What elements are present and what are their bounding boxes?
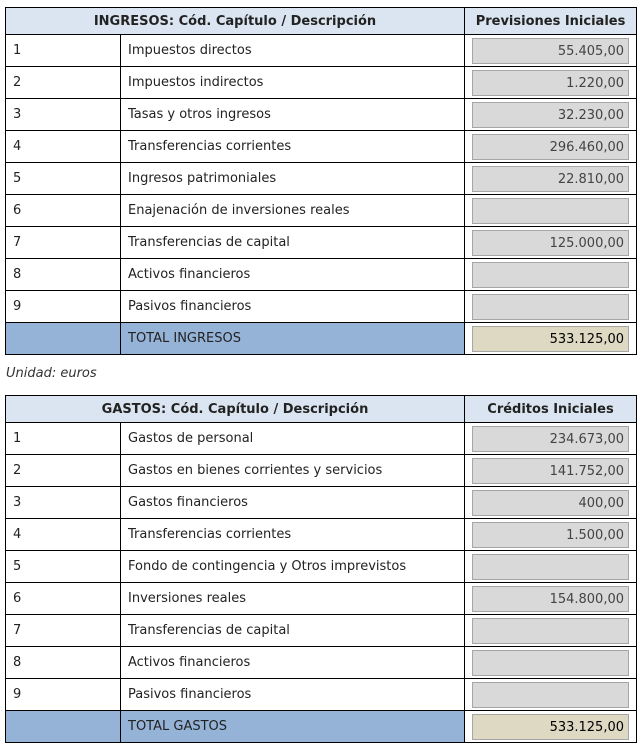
unidad-note: Unidad: euros	[6, 366, 97, 381]
table-row	[6, 131, 637, 163]
value-cell	[465, 131, 637, 163]
ingresos-header-description: INGRESOS: Cód. Capítulo / Descripción	[6, 8, 465, 35]
table-row	[6, 35, 637, 67]
total-row	[6, 323, 637, 355]
gastos-header-row	[6, 396, 637, 423]
chapter-description: Fondo de contingencia y Otros imprevistos	[121, 551, 465, 583]
total-code-cell	[6, 711, 121, 743]
table-row	[6, 195, 637, 227]
table-row	[6, 423, 637, 455]
value-field	[472, 554, 629, 580]
chapter-description: Enajenación de inversiones reales	[121, 195, 465, 227]
value-cell	[465, 487, 637, 519]
chapter-description: Impuestos indirectos	[121, 67, 465, 99]
chapter-description: Ingresos patrimoniales	[121, 163, 465, 195]
chapter-code: 5	[6, 163, 121, 195]
value-field	[472, 618, 629, 644]
value-field	[472, 650, 629, 676]
value-cell	[465, 67, 637, 99]
value-cell	[465, 647, 637, 679]
table-row	[6, 99, 637, 131]
table-row	[6, 455, 637, 487]
gastos-header-description: GASTOS: Cód. Capítulo / Descripción	[6, 396, 465, 423]
value-field	[472, 682, 629, 708]
table-row	[6, 163, 637, 195]
table-row	[6, 551, 637, 583]
chapter-description: Transferencias corrientes	[121, 131, 465, 163]
total-value-cell	[465, 323, 637, 355]
value-cell	[465, 99, 637, 131]
value-field: 400,00	[472, 490, 629, 516]
chapter-code: 2	[6, 67, 121, 99]
value-cell	[465, 35, 637, 67]
ingresos-header-previsiones: Previsiones Iniciales	[465, 8, 637, 35]
chapter-code: 7	[6, 227, 121, 259]
chapter-code: 1	[6, 35, 121, 67]
value-field: 154.800,00	[472, 586, 629, 612]
total-row	[6, 711, 637, 743]
total-label: TOTAL GASTOS	[121, 711, 465, 743]
chapter-description: Gastos en bienes corrientes y servicios	[121, 455, 465, 487]
value-field: 32.230,00	[472, 102, 629, 128]
value-field: 125.000,00	[472, 230, 629, 256]
chapter-code: 9	[6, 291, 121, 323]
value-field: 234.673,00	[472, 426, 629, 452]
value-field: 1.220,00	[472, 70, 629, 96]
value-field: 141.752,00	[472, 458, 629, 484]
chapter-description: Activos financieros	[121, 259, 465, 291]
value-cell	[465, 291, 637, 323]
ingresos-body	[6, 35, 637, 355]
value-cell	[465, 615, 637, 647]
chapter-description: Transferencias de capital	[121, 227, 465, 259]
value-cell	[465, 423, 637, 455]
chapter-code: 2	[6, 455, 121, 487]
table-row	[6, 583, 637, 615]
table-row	[6, 227, 637, 259]
chapter-code: 8	[6, 647, 121, 679]
total-value-cell	[465, 711, 637, 743]
chapter-code: 1	[6, 423, 121, 455]
table-row	[6, 647, 637, 679]
table-row	[6, 487, 637, 519]
total-value: 533.125,00	[472, 326, 629, 352]
value-field	[472, 294, 629, 320]
value-field: 22.810,00	[472, 166, 629, 192]
chapter-description: Inversiones reales	[121, 583, 465, 615]
chapter-description: Gastos financieros	[121, 487, 465, 519]
chapter-code: 9	[6, 679, 121, 711]
value-cell	[465, 551, 637, 583]
value-cell	[465, 679, 637, 711]
chapter-description: Pasivos financieros	[121, 679, 465, 711]
value-field	[472, 198, 629, 224]
value-cell	[465, 163, 637, 195]
value-field: 55.405,00	[472, 38, 629, 64]
ingresos-header-row	[6, 8, 637, 35]
chapter-description: Gastos de personal	[121, 423, 465, 455]
chapter-code: 3	[6, 487, 121, 519]
value-cell	[465, 227, 637, 259]
chapter-code: 6	[6, 583, 121, 615]
chapter-code: 4	[6, 131, 121, 163]
value-cell	[465, 583, 637, 615]
total-value: 533.125,00	[472, 714, 629, 740]
table-row	[6, 615, 637, 647]
chapter-description: Transferencias de capital	[121, 615, 465, 647]
chapter-description: Transferencias corrientes	[121, 519, 465, 551]
chapter-code: 6	[6, 195, 121, 227]
total-label: TOTAL INGRESOS	[121, 323, 465, 355]
gastos-header-creditos: Créditos Iniciales	[465, 396, 637, 423]
table-row	[6, 291, 637, 323]
chapter-code: 4	[6, 519, 121, 551]
value-cell	[465, 455, 637, 487]
value-cell	[465, 259, 637, 291]
value-field: 1.500,00	[472, 522, 629, 548]
gastos-body	[6, 423, 637, 743]
chapter-code: 7	[6, 615, 121, 647]
table-row	[6, 67, 637, 99]
table-row	[6, 519, 637, 551]
total-code-cell	[6, 323, 121, 355]
chapter-description: Tasas y otros ingresos	[121, 99, 465, 131]
table-row	[6, 679, 637, 711]
chapter-code: 5	[6, 551, 121, 583]
chapter-code: 8	[6, 259, 121, 291]
chapter-description: Activos financieros	[121, 647, 465, 679]
ingresos-table	[5, 7, 637, 355]
table-row	[6, 259, 637, 291]
value-cell	[465, 195, 637, 227]
value-field: 296.460,00	[472, 134, 629, 160]
value-field	[472, 262, 629, 288]
chapter-description: Impuestos directos	[121, 35, 465, 67]
chapter-code: 3	[6, 99, 121, 131]
gastos-table	[5, 395, 637, 743]
chapter-description: Pasivos financieros	[121, 291, 465, 323]
value-cell	[465, 519, 637, 551]
